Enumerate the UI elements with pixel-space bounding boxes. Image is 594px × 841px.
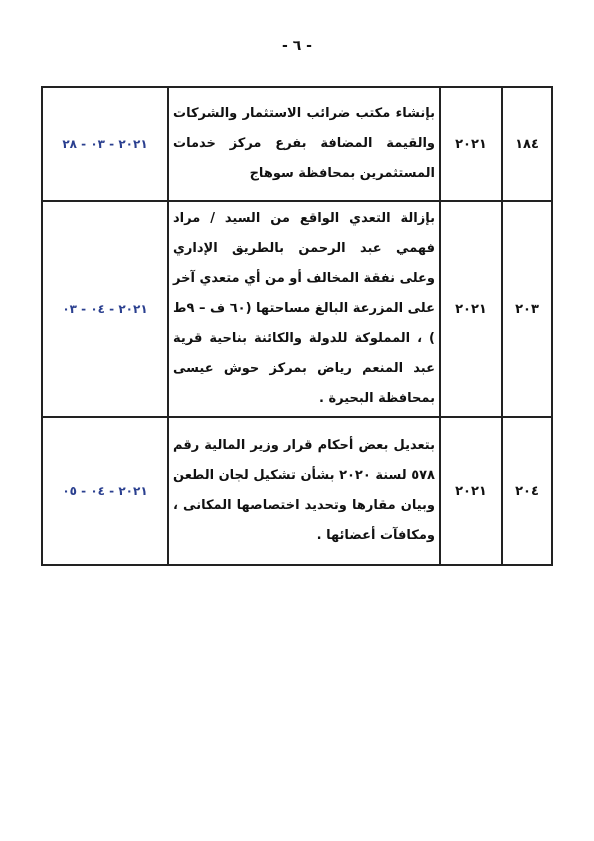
decree-subject-cell: بتعديل بعض أحكام قرار وزير المالية رقم ٥٧٨ لسنة ٢٠٢٠ بشأن تشكيل لجان الطعن وبيان مقارها وتحديد اختصاصها المكانى ، ومكافآت أعضائها . xyxy=(168,417,440,565)
table-row xyxy=(42,201,552,417)
decree-number-cell: ٢٠٣ xyxy=(502,201,552,417)
page-number: - ٦ - xyxy=(282,38,312,54)
decree-subject-cell: بإنشاء مكتب ضرائب الاستثمار والشركات والقيمة المضافة بفرع مركز خدمات المستثمرين بمحافظة سوهاج xyxy=(168,87,440,201)
decree-year-cell: ٢٠٢١ xyxy=(440,87,502,201)
decrees-table xyxy=(41,86,553,566)
decree-date-cell: ٢٠٢١ - ٠٤ - ٠٣ xyxy=(42,201,168,417)
decree-number-cell: ١٨٤ xyxy=(502,87,552,201)
decree-number-cell: ٢٠٤ xyxy=(502,417,552,565)
table-row xyxy=(42,87,552,201)
decree-date-cell: ٢٠٢١ - ٠٣ - ٢٨ xyxy=(42,87,168,201)
decree-year-cell: ٢٠٢١ xyxy=(440,201,502,417)
decree-date-cell: ٢٠٢١ - ٠٤ - ٠٥ xyxy=(42,417,168,565)
table-row xyxy=(42,417,552,565)
decree-year-cell: ٢٠٢١ xyxy=(440,417,502,565)
decree-subject-cell: بإزالة التعدي الواقع من السيد / مراد فهمي عبد الرحمن بالطريق الإداري وعلى نفقة المخالف أو من أي متعدي آخر على المزرعة البالغ مساحتها (٦٠ ف – ٩ط ) ، المملوكة للدولة والكائنة بناحية قرية عبد المنعم رياض بمركز حوش عيسى بمحافظة البحيرة . xyxy=(168,201,440,417)
